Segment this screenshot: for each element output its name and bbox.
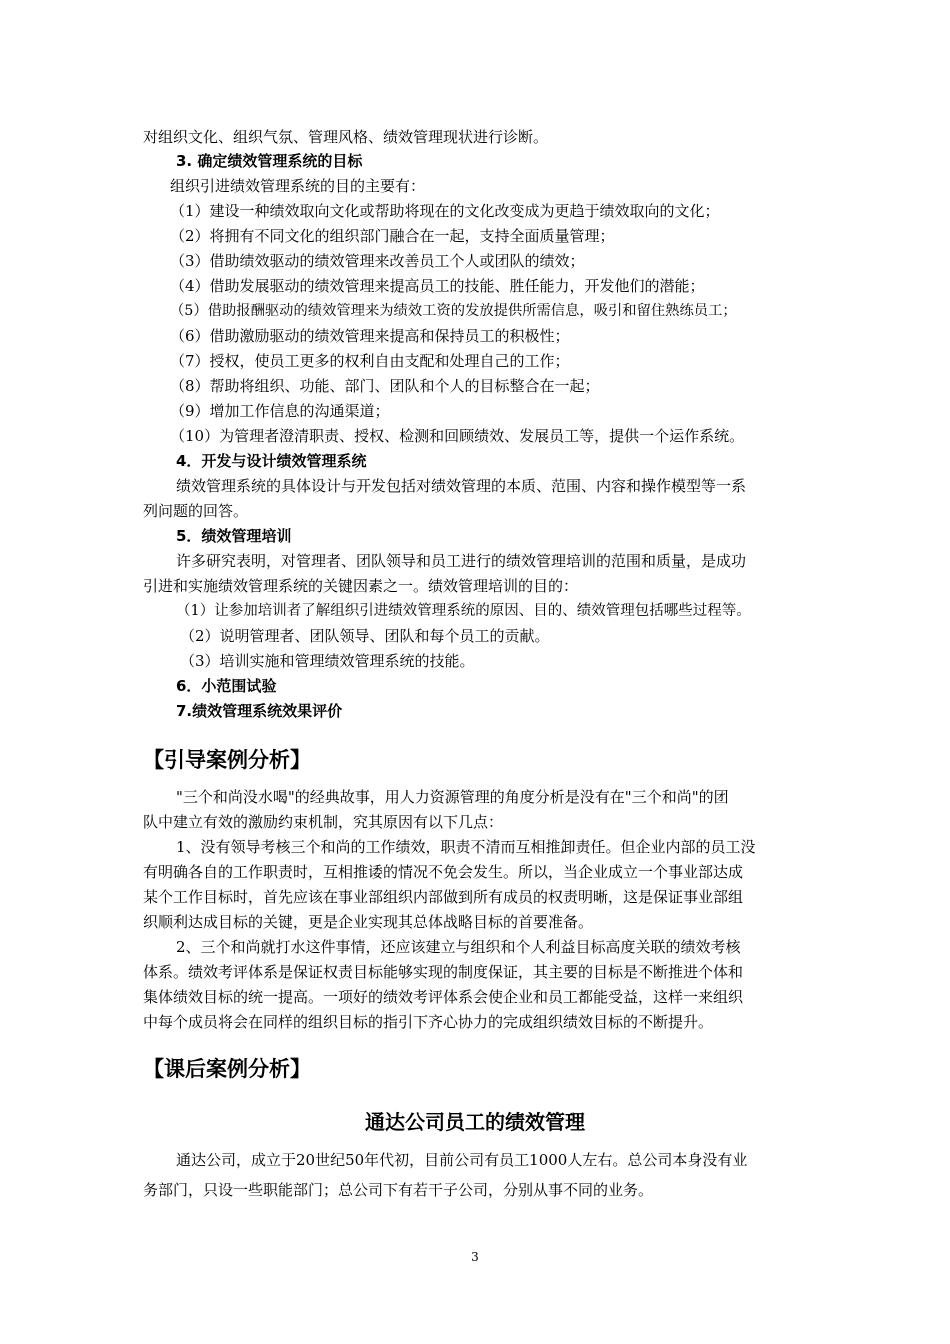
step5-heading: 5．绩效管理培训 — [176, 527, 292, 545]
guide-case-paragraph: 集体绩效目标的统一提高。一项好的绩效考评体系会使企业和员工都能受益，这样一来组织 — [143, 988, 744, 1006]
guide-case-paragraph: 中每个成员将会在同样的组织目标的指引下齐心协力的完成组织绩效目标的不断提升。 — [143, 1013, 714, 1031]
guide-case-paragraph: 队中建立有效的激励约束机制，究其原因有以下几点： — [143, 813, 504, 831]
training-goal-item: （3）培训实施和管理绩效管理系统的技能。 — [180, 652, 475, 670]
goal-item: （3）借助绩效驱动的绩效管理来改善员工个人或团队的绩效； — [170, 252, 585, 270]
goal-item: （6）借助激励驱动的绩效管理来提高和保持员工的积极性； — [170, 327, 570, 345]
guide-case-paragraph: 1、没有领导考核三个和尚的工作绩效，职责不清而互相推卸责任。但企业内部的员工没 — [176, 838, 756, 856]
page-number: 3 — [471, 1250, 479, 1264]
goal-item: （9）增加工作信息的沟通渠道； — [170, 402, 390, 420]
goal-item: （4）借助发展驱动的绩效管理来提高员工的技能、胜任能力，开发他们的潜能； — [170, 277, 705, 295]
step5-text: 许多研究表明，对管理者、团队领导和员工进行的绩效管理培训的范围和质量，是成功 — [176, 552, 747, 570]
step6-heading: 6．小范围试验 — [176, 677, 277, 695]
goal-item: （10）为管理者澄清职责、授权、检测和回顾绩效、发展员工等，提供一个运作系统。 — [170, 427, 745, 445]
step5-text: 引进和实施绩效管理系统的关键因素之一。绩效管理培训的目的： — [143, 577, 579, 595]
guide-case-paragraph: "三个和尚没水喝"的经典故事，用人力资源管理的角度分析是没有在"三个和尚"的团 — [176, 788, 729, 806]
intro-line: 对组织文化、组织气氛、管理风格、绩效管理现状进行诊断。 — [143, 128, 549, 146]
case-title: 通达公司员工的绩效管理 — [365, 1110, 585, 1134]
guide-case-paragraph: 体系。绩效考评体系是保证权责目标能够实现的制度保证，其主要的目标是不断推进个体和 — [143, 963, 744, 981]
step7-heading: 7.绩效管理系统效果评价 — [176, 702, 343, 720]
guide-case-heading: 【引导案例分析】 — [143, 748, 311, 772]
guide-case-paragraph: 有明确各自的工作职责时，互相推诿的情况不免会发生。所以，当企业成立一个事业部达成 — [143, 863, 744, 881]
step4-text: 绩效管理系统的具体设计与开发包括对绩效管理的本质、范围、内容和操作模型等一系 — [176, 477, 747, 495]
goal-item: （8）帮助将组织、功能、部门、团队和个人的目标整合在一起； — [170, 377, 600, 395]
step4-heading: 4．开发与设计绩效管理系统 — [176, 452, 367, 470]
training-goal-item: （1）让参加培训者了解组织引进绩效管理系统的原因、目的、绩效管理包括哪些过程等。 — [176, 603, 751, 619]
step3-heading: 3. 确定绩效管理系统的目标 — [176, 152, 363, 170]
case-paragraph: 通达公司，成立于20世纪50年代初，目前公司有员工1000人左右。总公司本身没有业 — [176, 1151, 748, 1169]
goal-item: （5）借助报酬驱动的绩效管理来为绩效工资的发放提供所需信息，吸引和留住熟练员工； — [170, 303, 737, 319]
guide-case-paragraph: 2、三个和尚就打水这件事情，还应该建立与组织和个人利益目标高度关联的绩效考核 — [176, 938, 741, 956]
goal-item: （2）将拥有不同文化的组织部门融合在一起，支持全面质量管理； — [170, 227, 615, 245]
guide-case-paragraph: 某个工作目标时，首先应该在事业部组织内部做到所有成员的权责明晰，这是保证事业部组 — [143, 888, 744, 906]
case-paragraph: 务部门，只设一些职能部门；总公司下有若干子公司，分别从事不同的业务。 — [143, 1181, 654, 1199]
training-goal-item: （2）说明管理者、团队领导、团队和每个员工的贡献。 — [180, 627, 550, 645]
step4-text: 列问题的回答。 — [143, 502, 249, 520]
step3-lead: 组织引进绩效管理系统的目的主要有： — [170, 177, 426, 195]
goal-item: （7）授权，使员工更多的权利自由支配和处理自己的工作； — [170, 352, 570, 370]
goal-item: （1）建设一种绩效取向文化或帮助将现在的文化改变成为更趋于绩效取向的文化； — [170, 202, 720, 220]
guide-case-paragraph: 织顺利达成目标的关键，更是企业实现其总体战略目标的首要准备。 — [143, 913, 594, 931]
after-case-heading: 【课后案例分析】 — [143, 1057, 311, 1081]
